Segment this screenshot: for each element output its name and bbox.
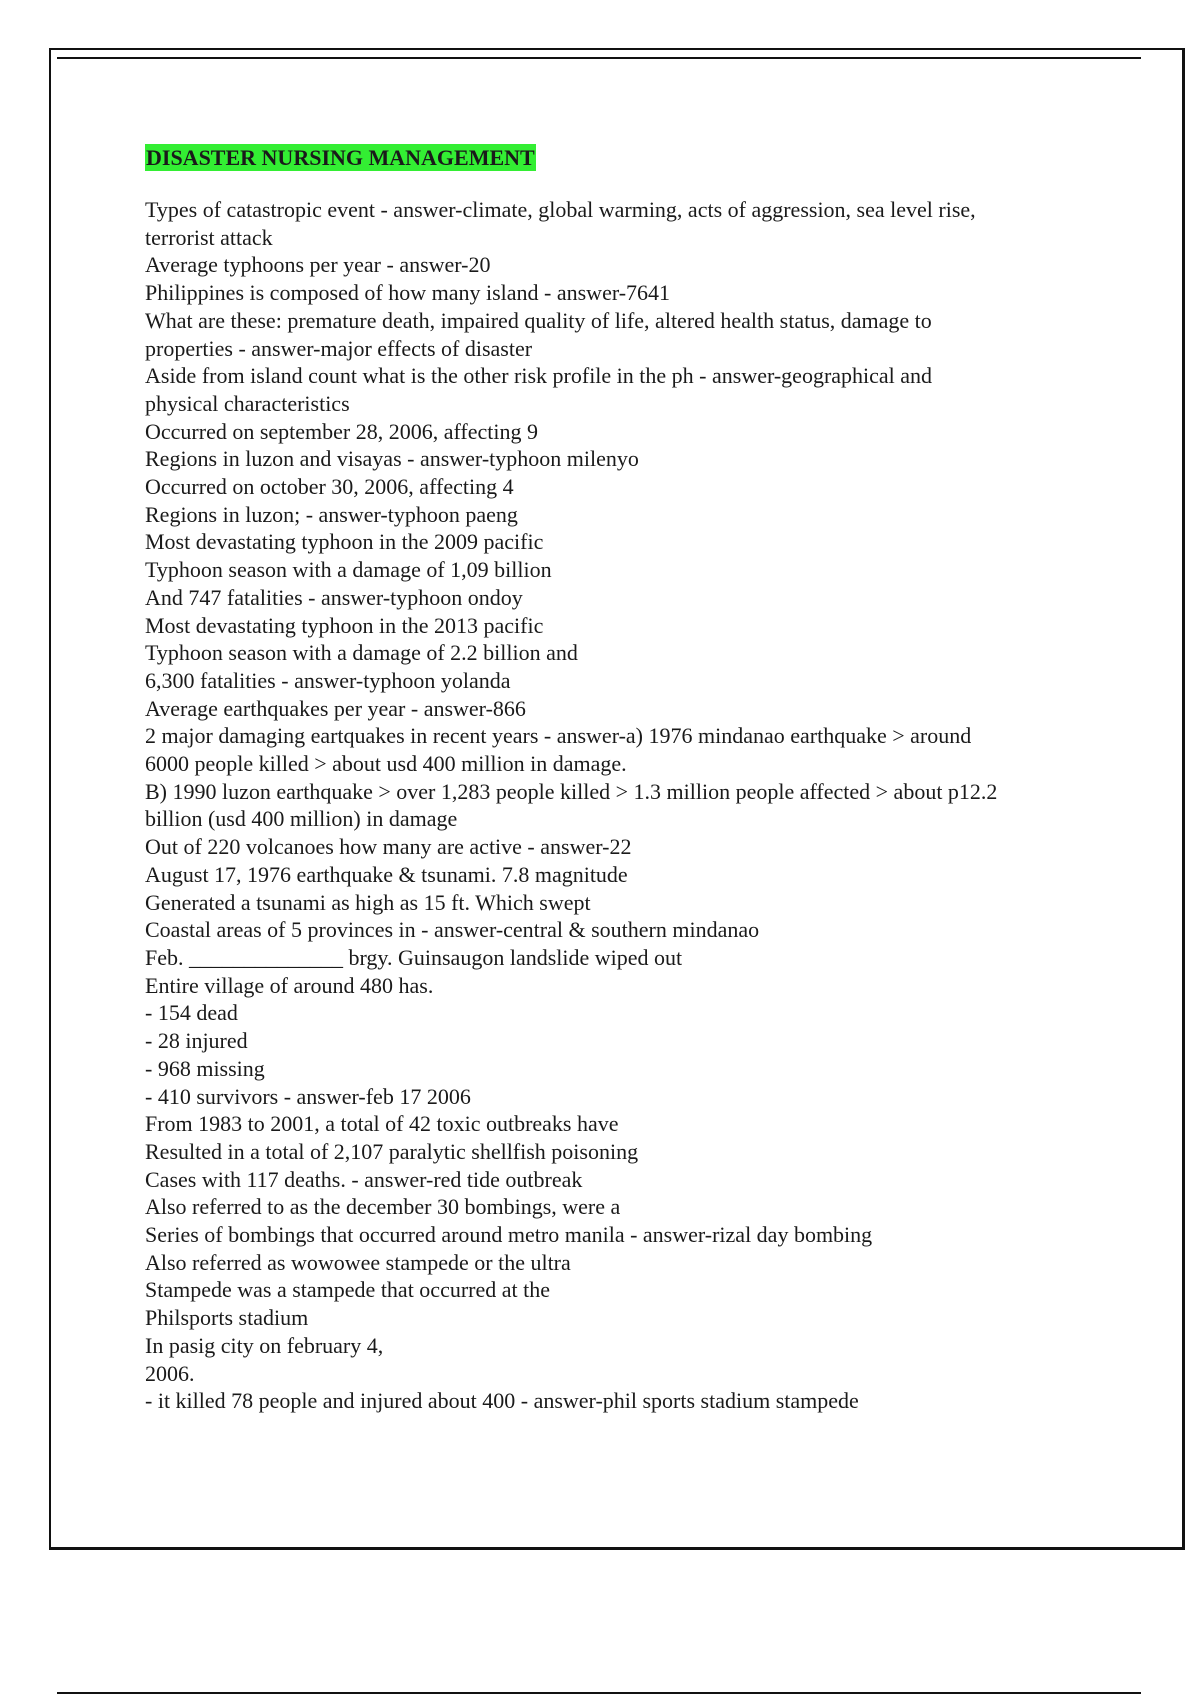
footer-rule	[57, 1692, 1141, 1694]
text-line: Also referred as wowowee stampede or the ultra	[145, 1249, 571, 1275]
text-line: Series of bombings that occurred around metro manila - answer-rizal day bombing	[145, 1222, 873, 1248]
text-line: Coastal areas of 5 provinces in - answer-central & southern mindanao	[145, 917, 760, 943]
text-line: From 1983 to 2001, a total of 42 toxic outbreaks have	[145, 1111, 619, 1137]
text-line: - 968 missing	[145, 1055, 265, 1081]
text-line: - 28 injured	[145, 1028, 248, 1054]
text-line: Resulted in a total of 2,107 paralytic shellfish poisoning	[145, 1138, 639, 1164]
text-line: Philippines is composed of how many island - answer-7641	[145, 280, 671, 306]
text-line: Regions in luzon; - answer-typhoon paeng	[145, 501, 518, 527]
text-line: - 410 survivors - answer-feb 17 2006	[145, 1083, 471, 1109]
text-line: Also referred to as the december 30 bombings, were a	[145, 1194, 621, 1220]
document-title: DISASTER NURSING MANAGEMENT	[146, 145, 535, 170]
text-line: Aside from island count what is the other risk profile in the ph - answer-geographical and	[145, 363, 933, 389]
text-line: Occurred on october 30, 2006, affecting 4	[145, 474, 514, 500]
text-line: 2006.	[145, 1360, 195, 1386]
text-line: Stampede was a stampede that occurred at the	[145, 1277, 551, 1303]
text-line: Cases with 117 deaths. - answer-red tide outbreak	[145, 1166, 583, 1192]
text-line: Occurred on september 28, 2006, affecting 9	[145, 418, 539, 444]
text-line: terrorist attack	[145, 224, 273, 250]
text-line: Typhoon season with a damage of 2.2 billion and	[145, 640, 578, 666]
text-line: Philsports stadium	[145, 1305, 309, 1331]
text-line: August 17, 1976 earthquake & tsunami. 7.8 magnitude	[145, 861, 628, 887]
document-lines	[145, 196, 1105, 1415]
text-line: What are these: premature death, impaired quality of life, altered health status, damage to	[145, 307, 932, 333]
text-line: properties - answer-major effects of disaster	[145, 335, 533, 361]
text-line: Average typhoons per year - answer-20	[145, 252, 491, 278]
text-line: 2 major damaging eartquakes in recent years - answer-a) 1976 mindanao earthquake > around	[145, 723, 972, 749]
text-line: - 154 dead	[145, 1000, 238, 1026]
text-line: Most devastating typhoon in the 2009 pacific	[145, 529, 544, 555]
text-line: Feb. ______________ brgy. Guinsaugon landslide wiped out	[145, 944, 683, 970]
text-line: And 747 fatalities - answer-typhoon ondoy	[145, 584, 523, 610]
text-line: Average earthquakes per year - answer-866	[145, 695, 526, 721]
text-line: Most devastating typhoon in the 2013 pacific	[145, 612, 544, 638]
text-line: Entire village of around 480 has.	[145, 972, 434, 998]
text-line: 6,300 fatalities - answer-typhoon yolanda	[145, 667, 511, 693]
text-line: Types of catastropic event - answer-climate, global warming, acts of aggression, sea level rise,	[145, 197, 976, 222]
text-line: Regions in luzon and visayas - answer-typhoon milenyo	[145, 446, 639, 472]
text-line: Out of 220 volcanoes how many are active - answer-22	[145, 834, 632, 860]
text-line: Typhoon season with a damage of 1,09 billion	[145, 557, 552, 583]
document-body	[145, 144, 1105, 1415]
text-line: B) 1990 luzon earthquake > over 1,283 people killed > 1.3 million people affected > about p12.2	[145, 778, 998, 804]
text-line: Generated a tsunami as high as 15 ft. Which swept	[145, 889, 591, 915]
text-line: physical characteristics	[145, 390, 350, 416]
text-line: billion (usd 400 million) in damage	[145, 806, 458, 832]
text-line: 6000 people killed > about usd 400 million in damage.	[145, 751, 627, 777]
text-line: In pasig city on february 4,	[145, 1332, 384, 1358]
text-line: - it killed 78 people and injured about 400 - answer-phil sports stadium stampede	[145, 1388, 859, 1414]
